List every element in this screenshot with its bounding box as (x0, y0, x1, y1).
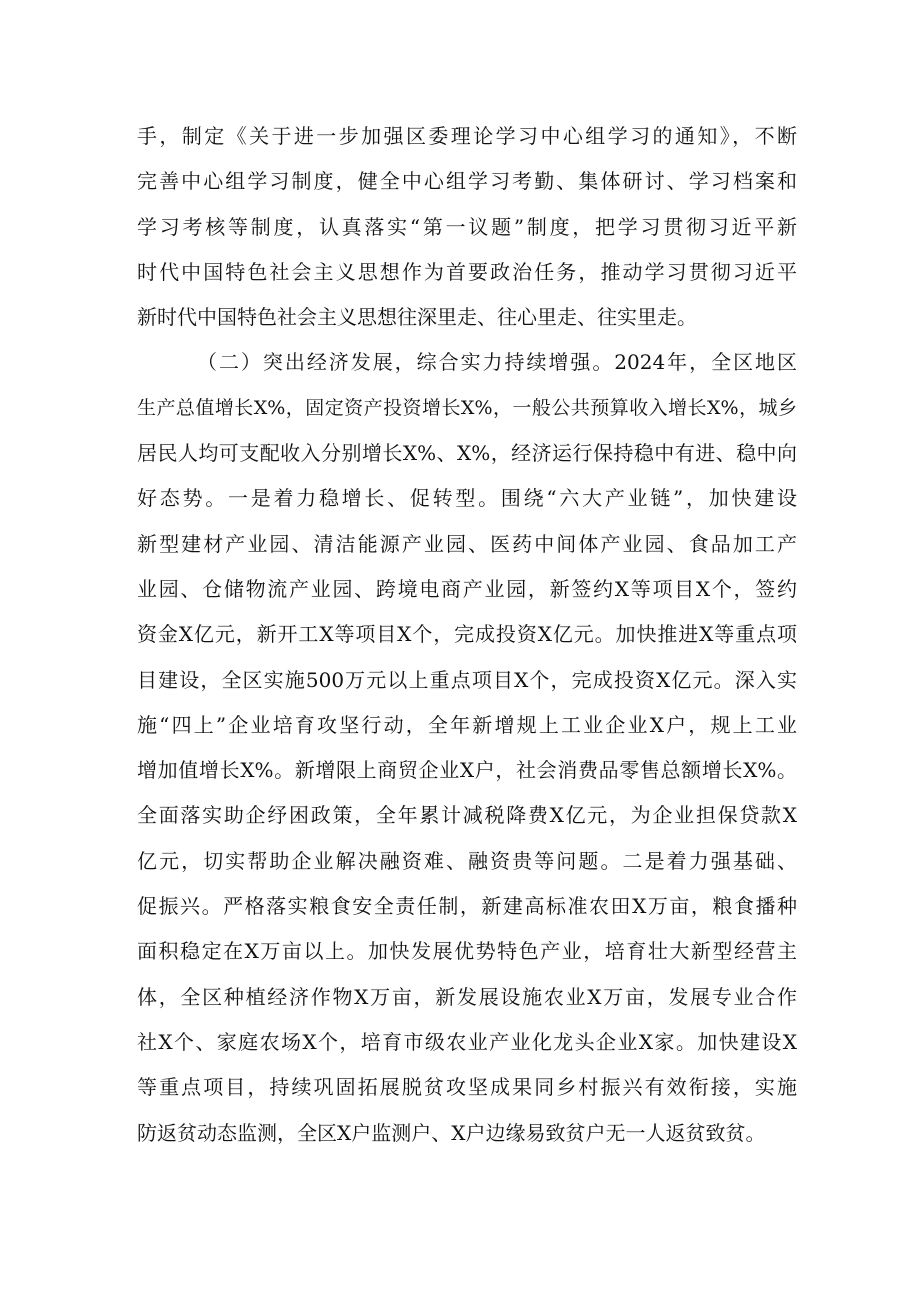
text-line: 面积稳定在X万亩以上。加快发展优势特色产业，培育壮大新型经营主 (137, 939, 797, 964)
text-line: 亿元，切实帮助企业解决融资难、融资贵等问题。二是着力强基础、 (137, 848, 797, 873)
text-line: 新时代中国特色社会主义思想往深里走、往心里走、往实里走。 (137, 305, 697, 330)
text-line: 社X个、家庭农场X个，培育市级农业产业化龙头企业X家。加快建设X (137, 1029, 797, 1054)
text-line: 生产总值增长X%，固定资产投资增长X%，一般公共预算收入增长X%，城乡 (137, 396, 797, 419)
text-line: 施“四上”企业培育攻坚行动，全年新增规上工业企业X户，规上工业 (137, 712, 797, 737)
text-line: 促振兴。严格落实粮食安全责任制，新建高标准农田X万亩，粮食播种 (137, 894, 797, 919)
text-line: 全面落实助企纾困政策，全年累计减税降费X亿元，为企业担保贷款X (137, 803, 797, 828)
text-line: 新型建材产业园、清洁能源产业园、医药中间体产业园、食品加工产 (137, 531, 797, 556)
paragraph-heading-line: （二）突出经济发展，综合实力持续增强。2024年，全区地区 (197, 350, 797, 375)
text-line: 资金X亿元，新开工X等项目X个，完成投资X亿元。加快推进X等重点项 (137, 622, 797, 647)
text-line: 增加值增长X%。新增限上商贸企业X户，社会消费品零售总额增长X%。 (137, 758, 797, 783)
paragraph-1 (137, 114, 797, 340)
text-line: 居民人均可支配收入分别增长X%、X%，经济运行保持稳中有进、稳中向 (137, 441, 797, 466)
text-line: 好态势。一是着力稳增长、促转型。围绕“六大产业链”，加快建设 (137, 486, 797, 511)
text-line: 完善中心组学习制度，健全中心组学习考勤、集体研讨、学习档案和 (137, 169, 797, 194)
text-line: 业园、仓储物流产业园、跨境电商产业园，新签约X等项目X个，签约 (137, 576, 797, 601)
paragraph-2 (137, 340, 797, 1155)
text-line: 手，制定《关于进一步加强区委理论学习中心组学习的通知》，不断 (137, 124, 797, 148)
text-line: 目建设，全区实施500万元以上重点项目X个，完成投资X亿元。深入实 (137, 667, 797, 692)
text-line: 体，全区种植经济作物X万亩，新发展设施农业X万亩，发展专业合作 (137, 984, 797, 1009)
text-line: 学习考核等制度，认真落实“第一议题”制度，把学习贯彻习近平新 (137, 214, 797, 239)
document-body (137, 114, 797, 1156)
text-line: 时代中国特色社会主义思想作为首要政治任务，推动学习贯彻习近平 (137, 259, 797, 284)
text-line: 等重点项目，持续巩固拓展脱贫攻坚成果同乡村振兴有效衔接，实施 (137, 1075, 797, 1100)
text-line: 防返贫动态监测，全区X户监测户、X户边缘易致贫户无一人返贫致贫。 (137, 1120, 766, 1145)
